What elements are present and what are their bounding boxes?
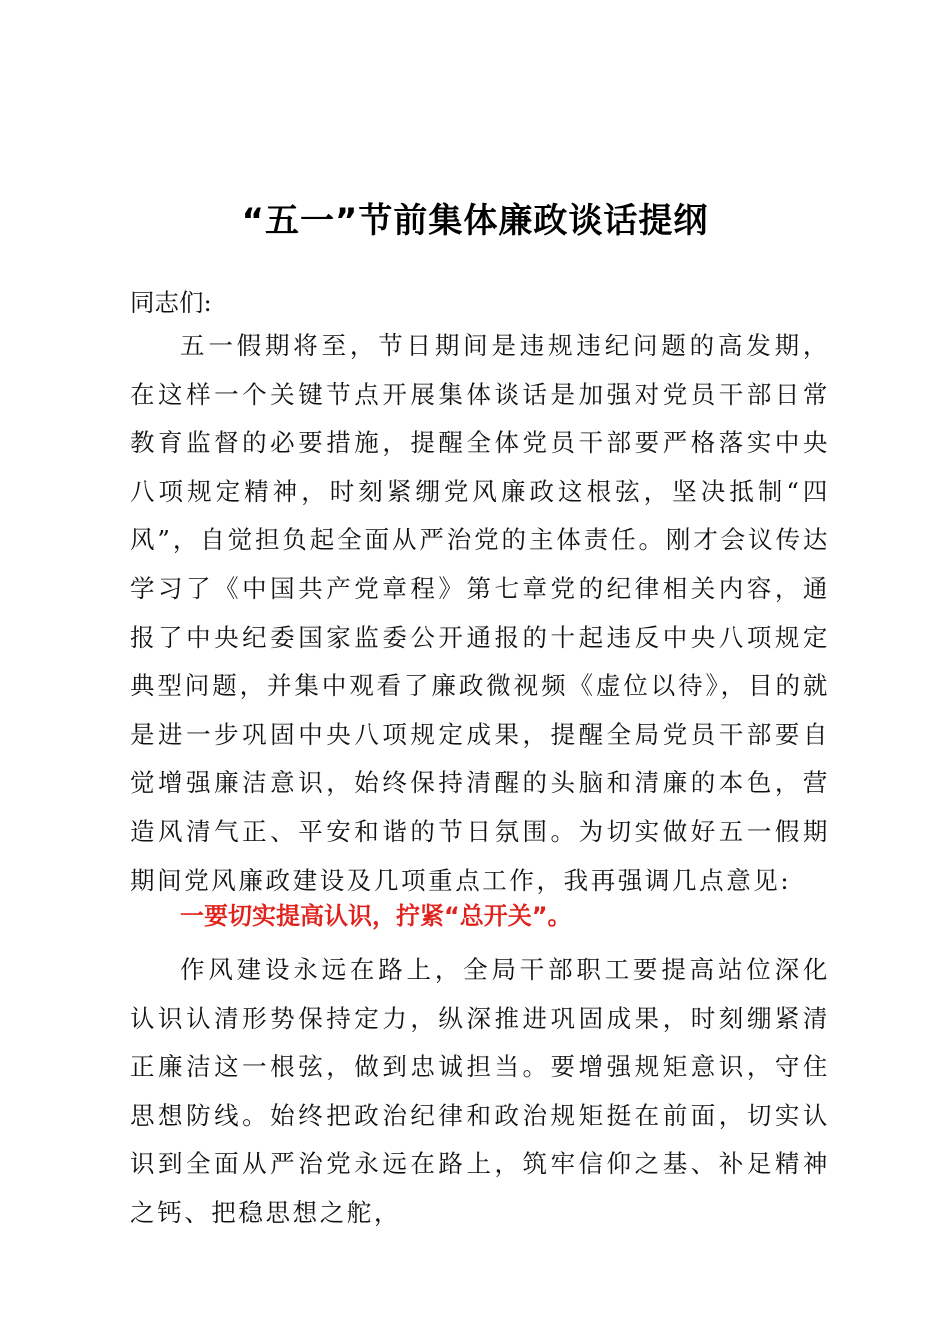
paragraph-intro: 五一假期将至，节日期间是违规违纪问题的高发期，在这样一个关键节点开展集体谈话是加强对党员干部日常教育监督的必要措施，提醒全体党员干部要严格落实中央八项规定精神，时刻紧绷党风廉政这根弦，坚决抵制“四风”，自觉担负起全面从严治党的主体责任。刚才会议传达学习了《中国共产党章程》第七章党的纪律相关内容，通报了中央纪委国家监委公开通报的十起违反中央八项规定典型问题，并集中观看了廉政微视频《虚位以待》，目的就是进一步巩固中央八项规定成果，提醒全局党员干部要自觉增强廉洁意识，始终保持清醒的头脑和清廉的本色，营造风清气正、平安和谐的节日氛围。为切实做好五一假期期间党风廉政建设及几项重点工作，我再强调几点意见: xyxy=(130,331,830,895)
paragraph-section-1: 作风建设永远在路上，全局干部职工要提高站位深化认识认清形势保持定力，纵深推进巩固成果，时刻绷紧清正廉洁这一根弦，做到忠诚担当。要增强规矩意识，守住思想防线。始终把政治纪律和政治规矩挺在前面，切实认识到全面从严治党永远在路上，筑牢信仰之基、补足精神之钙、把稳思想之舵， xyxy=(130,955,830,1227)
document-title: “五一”节前集体廉政谈话提纲 xyxy=(241,201,709,241)
section-heading-1: 一要切实提高认识，拧紧“总开关”。 xyxy=(180,902,572,930)
salutation: 同志们: xyxy=(130,288,212,317)
